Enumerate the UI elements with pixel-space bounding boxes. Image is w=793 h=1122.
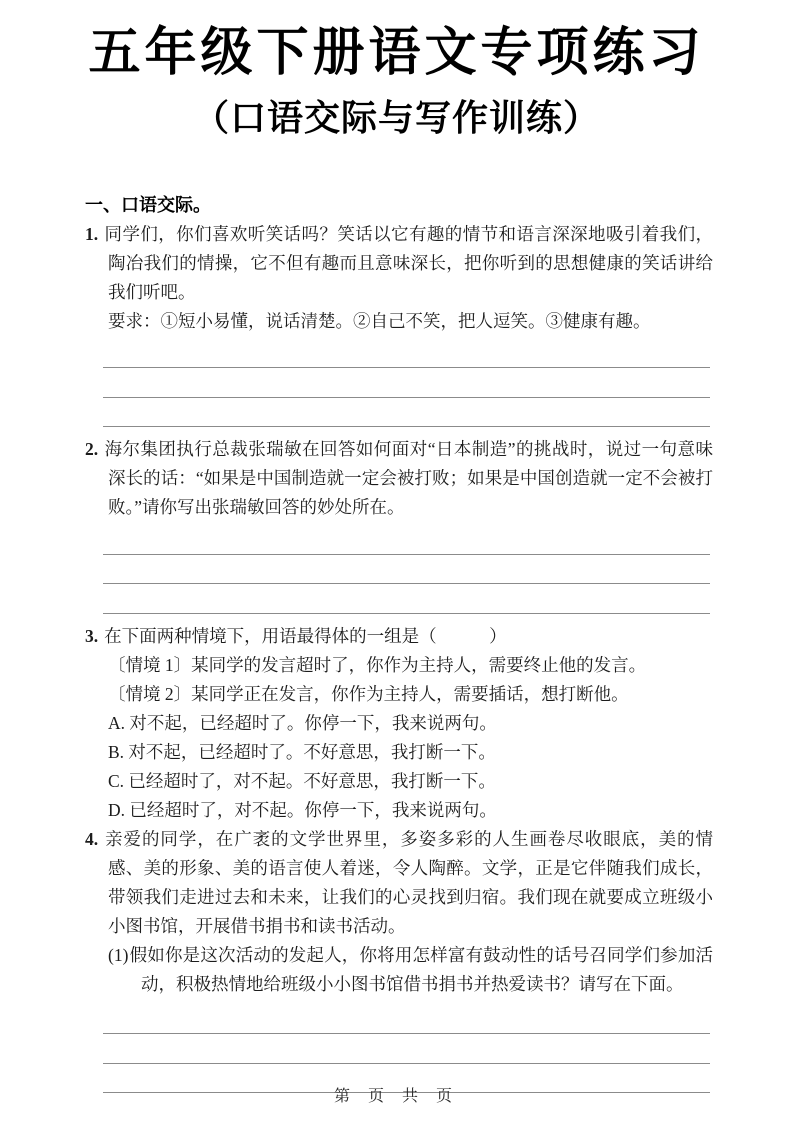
answer-line bbox=[103, 398, 710, 428]
question-1-number: 1. bbox=[85, 223, 99, 244]
worksheet-body bbox=[85, 191, 713, 1094]
page-title: 五年级下册语文专项练习 bbox=[88, 24, 705, 82]
worksheet-header bbox=[0, 0, 793, 139]
page-footer: 第 页 共 页 bbox=[333, 1088, 459, 1105]
question-4-sub-1 bbox=[85, 941, 713, 999]
question-2 bbox=[85, 435, 713, 614]
question-2-number: 2. bbox=[85, 439, 99, 460]
question-4-number: 4. bbox=[85, 828, 99, 849]
question-1-text bbox=[85, 220, 713, 307]
question-3-option-d: D. 已经超时了，对不起。你停一下，我来说两句。 bbox=[108, 799, 497, 820]
answer-line bbox=[103, 368, 710, 398]
question-4-text bbox=[85, 825, 713, 941]
question-3-option-b: B. 对不起，已经超时了。不好意思，我打断一下。 bbox=[108, 741, 496, 762]
page-subtitle: （口语交际与写作训练） bbox=[192, 96, 600, 138]
question-4 bbox=[85, 825, 713, 1094]
question-1-answer-area bbox=[85, 339, 713, 428]
question-3-number: 3. bbox=[85, 625, 99, 646]
question-1 bbox=[85, 220, 713, 428]
question-3-stem-text: 在下面两种情境下，用语最得体的一组是（ ） bbox=[104, 625, 507, 646]
answer-line bbox=[103, 339, 710, 369]
answer-line bbox=[103, 555, 710, 585]
question-3-situation-1: 〔情境 1〕某同学的发言超时了，你作为主持人，需要终止他的发言。 bbox=[108, 654, 647, 675]
answer-line bbox=[103, 1005, 710, 1035]
question-2-text bbox=[85, 435, 713, 522]
question-3-stem bbox=[85, 622, 713, 651]
answer-line bbox=[103, 584, 710, 614]
question-1-body: 同学们，你们喜欢听笑话吗？笑话以它有趣的情节和语言深深地吸引着我们，陶冶我们的情操，它不但有趣而且意味深长，把你听到的思想健康的笑话讲给我们听吧。 bbox=[104, 223, 713, 302]
question-3-situation-2: 〔情境 2〕某同学正在发言，你作为主持人，需要插话，想打断他。 bbox=[108, 683, 629, 704]
question-2-answer-area bbox=[85, 525, 713, 614]
question-3-option-c: C. 已经超时了，对不起。不好意思，我打断一下。 bbox=[108, 770, 496, 791]
question-4-answer-area bbox=[85, 1005, 713, 1094]
question-1-requirements: 要求：①短小易懂，说话清楚。②自己不笑，把人逗笑。③健康有趣。 bbox=[108, 310, 651, 331]
answer-line bbox=[103, 525, 710, 555]
question-3 bbox=[85, 622, 713, 825]
question-4-sub-1-body: 假如你是这次活动的发起人，你将用怎样富有鼓动性的话号召同学们参加活动，积极热情地给班级小小图书馆借书捐书并热爱读书？请写在下面。 bbox=[129, 944, 713, 994]
section-heading: 一、口语交际。 bbox=[85, 194, 211, 215]
answer-line bbox=[103, 1034, 710, 1064]
question-4-sub-1-number: (1) bbox=[108, 944, 129, 965]
question-3-option-a: A. 对不起，已经超时了。你停一下，我来说两句。 bbox=[108, 712, 497, 733]
question-4-body: 亲爱的同学，在广袤的文学世界里，多姿多彩的人生画卷尽收眼底，美的情感、美的形象、美的语言使人着迷，令人陶醉。文学，正是它伴随我们成长，带领我们走进过去和未来，让我们的心灵找到归宿。我们现在就要成立班级小小图书馆，开展借书捐书和读书活动。 bbox=[104, 828, 713, 936]
question-2-body: 海尔集团执行总裁张瑞敏在回答如何面对“日本制造”的挑战时，说过一句意味深长的话：“如果是中国制造就一定会被打败；如果是中国创造就一定不会被打败。”请你写出张瑞敏回答的妙处所在。 bbox=[104, 439, 713, 518]
